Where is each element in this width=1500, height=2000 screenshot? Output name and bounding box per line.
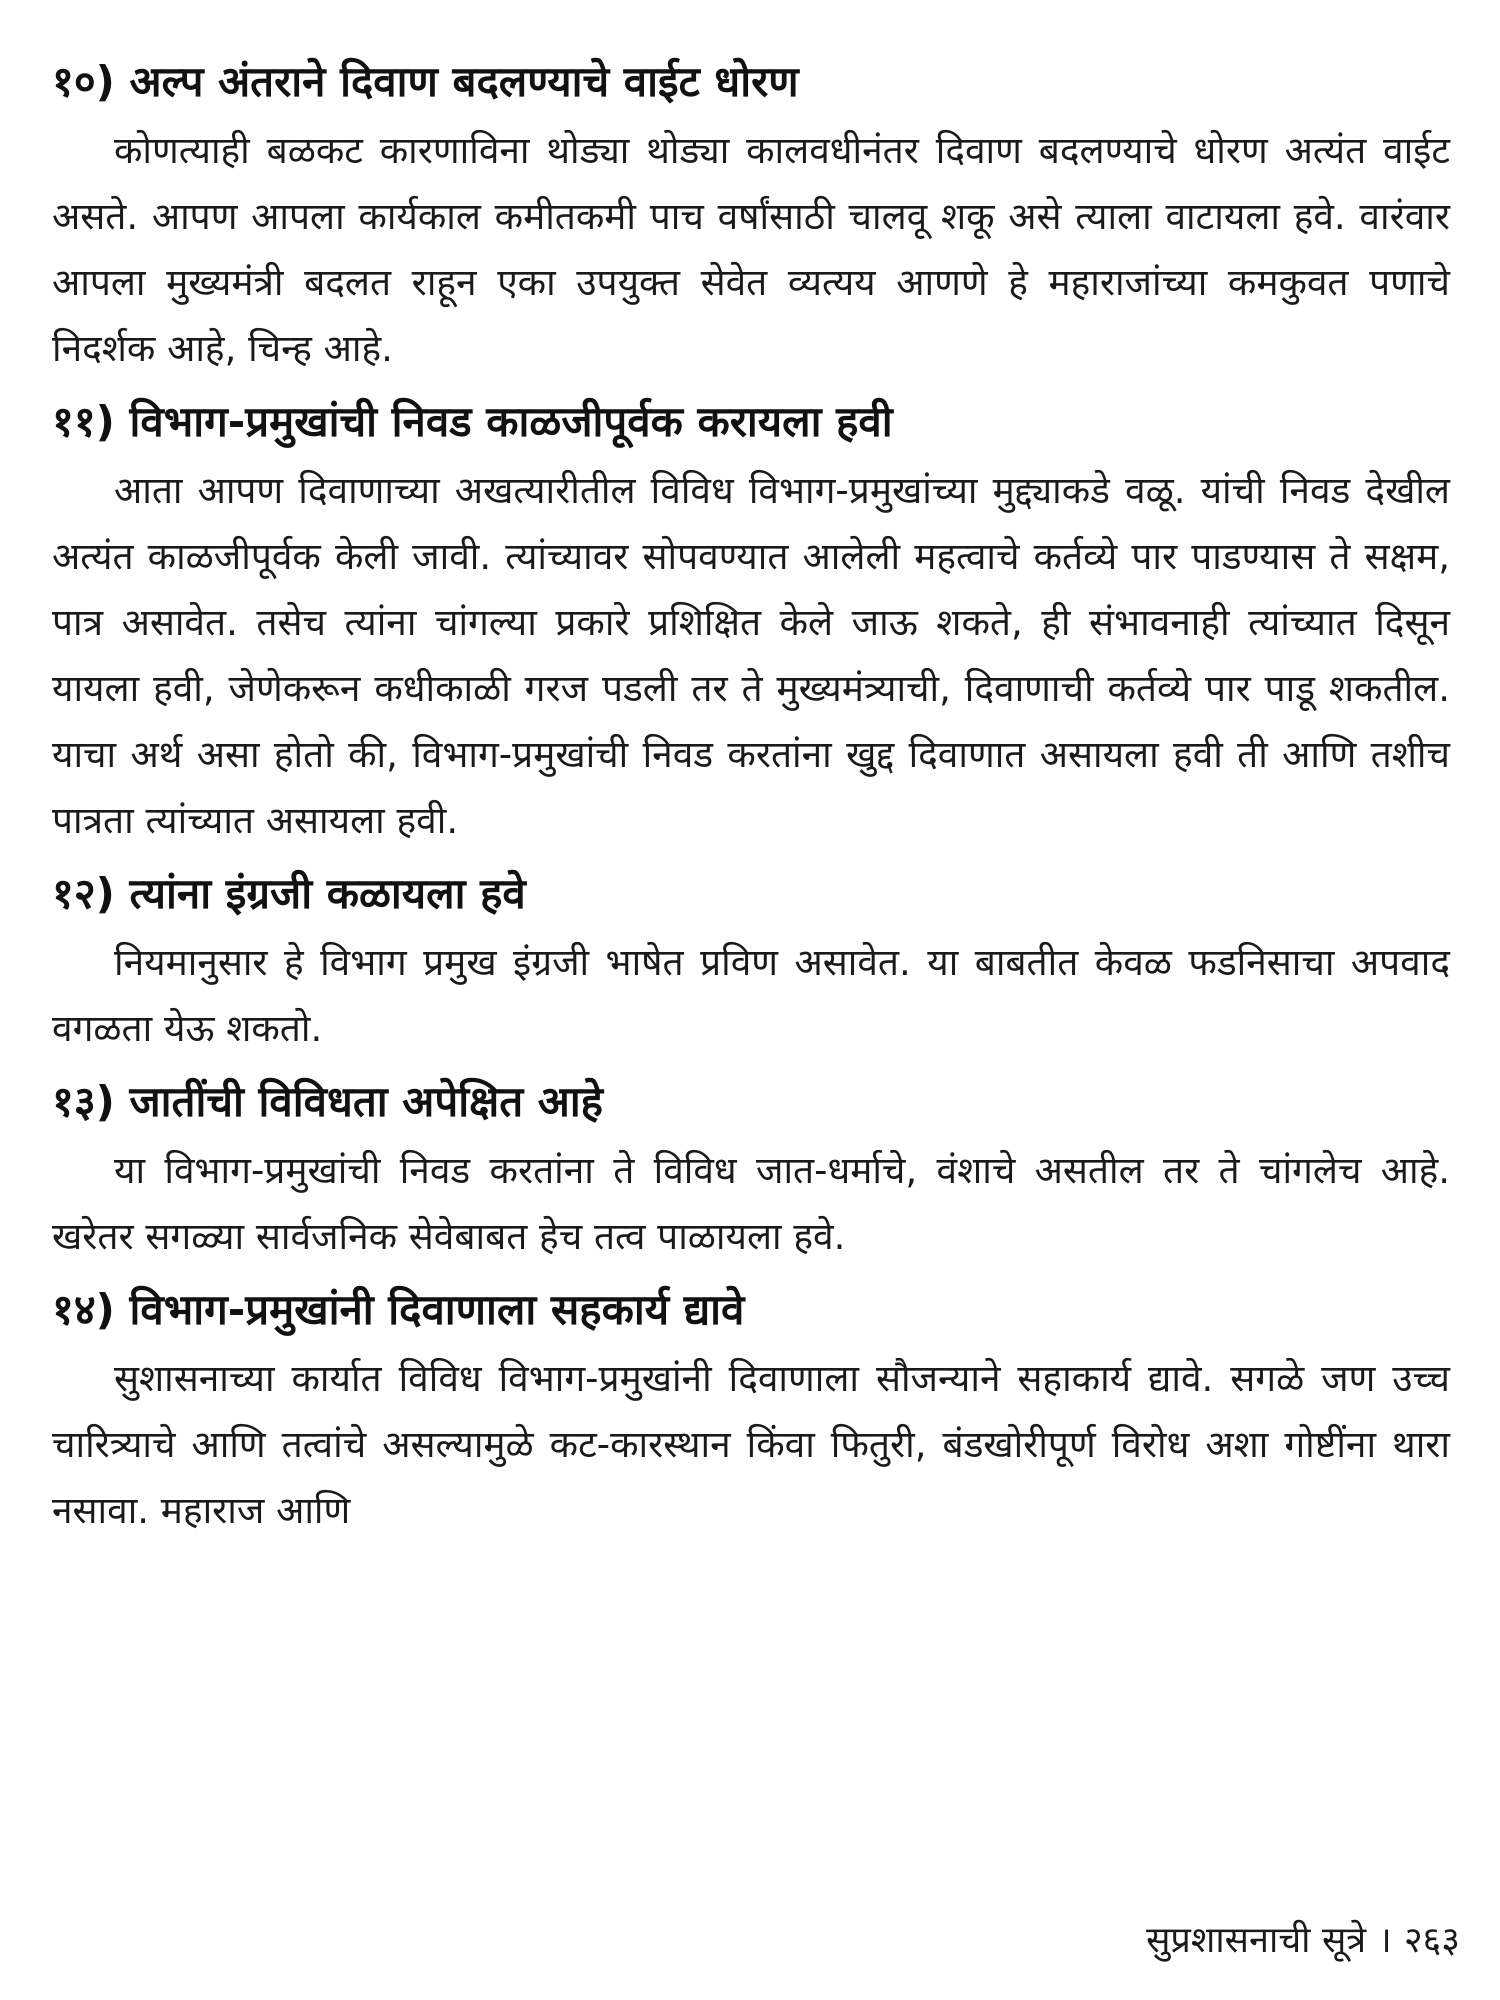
section-paragraph: कोणत्याही बळकट कारणाविना थोड्या थोड्या कालवधीनंतर दिवाण बदलण्याचे धोरण अत्यंत वाईट असते. आपण आपला कार्यकाल कमीतकमी पाच वर्षांसाठी चालवू शकू असे त्याला वाटायला हवे. वारंवार आपला मुख्यमंत्री बदलत राहून एका उपयुक्त सेवेत व्यत्यय आणणे हे महाराजांच्या कमकुवत पणाचे निदर्शक आहे, चिन्ह आहे. <box>52 129 1450 370</box>
section-14 <box>52 1278 1450 1544</box>
page-footer <box>1146 1916 1460 1966</box>
section-11 <box>52 390 1450 854</box>
section-paragraph: सुशासनाच्या कार्यात विविध विभाग-प्रमुखांनी दिवाणाला सौजन्याने सहाकार्य द्यावे. सगळे जण उच्च चारित्र्याचे आणि तत्वांचे असल्यामुळे कट-कारस्थान किंवा फितुरी, बंडखोरीपूर्ण विरोध अशा गोष्टींना थारा नसावा. महाराज आणि <box>52 1357 1450 1532</box>
section-paragraph: या विभाग-प्रमुखांची निवड करतांना ते विविध जात-धर्माचे, वंशाचे असतील तर ते चांगलेच आहे. खरेतर सगळ्या सार्वजनिक सेवेबाबत हेच तत्व पाळायला हवे. <box>52 1149 1450 1258</box>
document-page <box>52 50 1450 1552</box>
section-heading: १३) जातींची विविधता अपेक्षित आहे <box>52 1077 603 1126</box>
section-heading: १०) अल्प अंतराने दिवाण बदलण्याचे वाईट धोरण <box>52 57 799 106</box>
section-paragraph: नियमानुसार हे विभाग प्रमुख इंग्रजी भाषेत प्रविण असावेत. या बाबतीत केवळ फडनिसाचा अपवाद वगळता येऊ शकतो. <box>52 941 1450 1050</box>
section-heading: ११) विभाग-प्रमुखांची निवड काळजीपूर्वक करायला हवी <box>52 397 893 446</box>
book-title: सुप्रशासनाची सूत्रे <box>1146 1920 1367 1961</box>
footer-separator: । <box>1378 1920 1392 1961</box>
section-paragraph: आता आपण दिवाणाच्या अखत्यारीतील विविध विभाग-प्रमुखांच्या मुद्द्याकडे वळू. यांची निवड देखील अत्यंत काळजीपूर्वक केली जावी. त्यांच्यावर सोपवण्यात आलेली महत्वाचे कर्तव्ये पार पाडण्यास ते सक्षम, पात्र असावेत. तसेच त्यांना चांगल्या प्रकारे प्रशिक्षित केले जाऊ शकते, ही संभावनाही त्यांच्यात दिसून यायला हवी, जेणेकरून कधीकाळी गरज पडली तर ते मुख्यमंत्र्याची, दिवाणाची कर्तव्ये पार पाडू शकतील. याचा अर्थ असा होतो की, विभाग-प्रमुखांची निवड करतांना खुद्द दिवाणात असायला हवी ती आणि तशीच पात्रता त्यांच्यात असायला हवी. <box>52 469 1450 842</box>
section-heading: १२) त्यांना इंग्रजी कळायला हवे <box>52 869 526 918</box>
page-number: २६३ <box>1403 1920 1460 1961</box>
section-10 <box>52 50 1450 382</box>
section-heading: १४) विभाग-प्रमुखांनी दिवाणाला सहकार्य द्यावे <box>52 1285 745 1334</box>
section-13 <box>52 1070 1450 1270</box>
section-12 <box>52 862 1450 1062</box>
